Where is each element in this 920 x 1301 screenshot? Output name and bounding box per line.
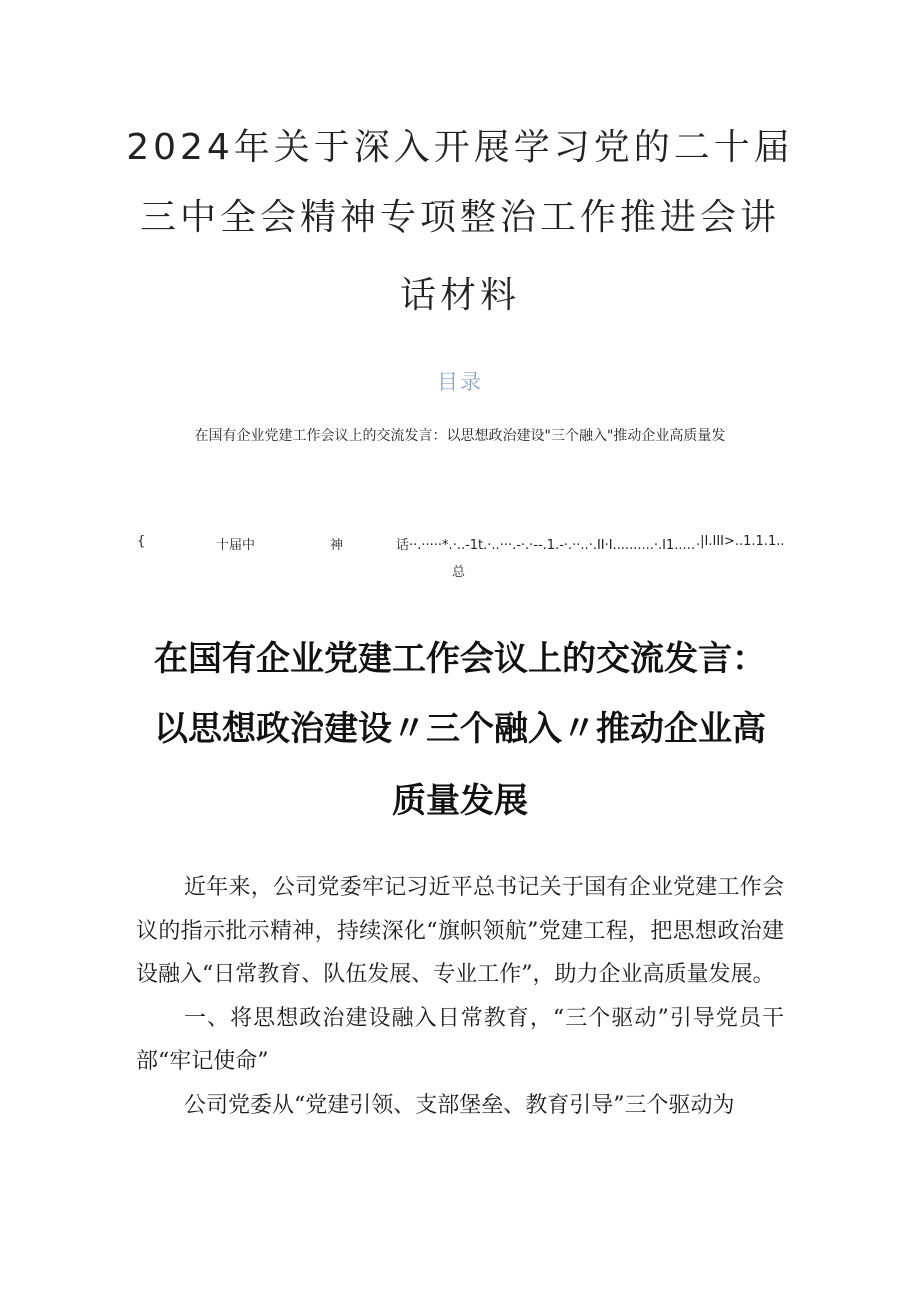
- section-title-line-3: 质量发展: [392, 781, 528, 821]
- document-title-line-3: 话材料: [399, 275, 520, 316]
- toc-garbled-fragment: .|I.III>..1.1.1..: [696, 534, 785, 549]
- toc-entry-link[interactable]: 在国有企业党建工作会议上的交流发言：以思想政治建设"三个融入"推动企业高质量发: [194, 428, 726, 444]
- body-paragraph: 公司党委从“党建引领、支部堡垒、教育引导”三个驱动为: [184, 1092, 735, 1118]
- toc-garbled-entry[interactable]: [0, 534, 920, 554]
- toc-garbled-tail: 总: [452, 565, 466, 580]
- body-paragraph: 近年来，公司党委牢记习近平总书记关于国有企业党建工作会议的指示批示精神，持续深化“旗帜领航”党建工程，把思想政治建设融入“日常教育、队伍发展、专业工作”，助力企业高质量发展。: [136, 875, 784, 987]
- body-text: [136, 866, 784, 1127]
- body-paragraph: 一、将思想政治建设融入日常教育，“三个驱动”引导党员干部“牢记使命”: [136, 1005, 784, 1074]
- toc-heading: 目录: [437, 370, 483, 394]
- document-title-line-1: 2024年关于深入开展学习党的二十届: [126, 127, 794, 168]
- document-title-line-2: 三中全会精神专项整治工作推进会讲: [139, 197, 780, 238]
- toc-garbled-fragment: {: [137, 534, 146, 549]
- toc-garbled-fragment: 神: [330, 538, 344, 553]
- toc-garbled-fragment: 话··.·····*.·..-1t.·..···.-·.·--.1.-·.··..·.II·I..........·.I1.....: [396, 538, 695, 553]
- section-title-line-1: 在国有企业党建工作会议上的交流发言：: [154, 639, 766, 679]
- toc-garbled-fragment: 十届中: [216, 538, 256, 553]
- section-title-line-2: 以思想政治建设〃三个融入〃推动企业高: [154, 709, 766, 749]
